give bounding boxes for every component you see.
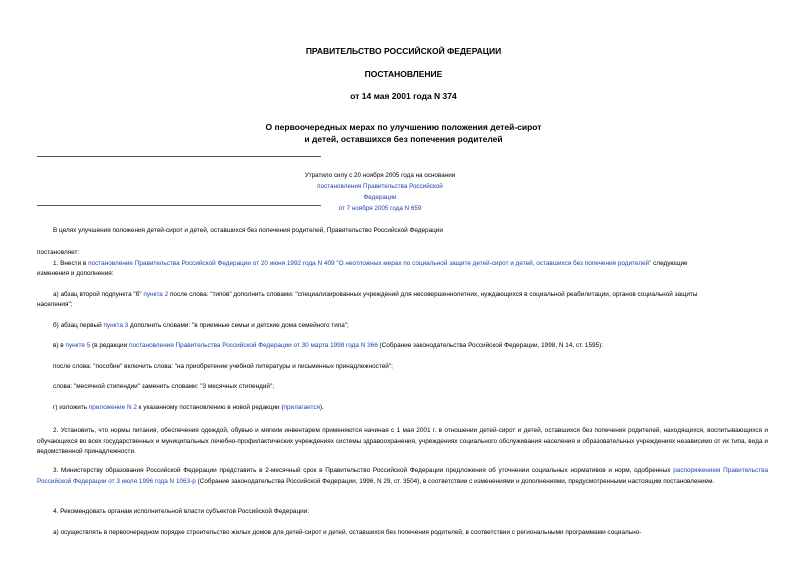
order-1063-link[interactable]: распоряжением Правительства Российской Федерации от 3 июля 1996 года N 1063-р: [37, 467, 768, 485]
document-title-line2: и детей, оставшихся без попечения родителей: [304, 134, 503, 144]
top-rule: [37, 156, 321, 157]
decree-409-link[interactable]: постановление Правительства Российской Федерации от 20 июня 1992 года N 409 "О неотложных мерах по социальной защите детей-сирот и детей, оставшихся без попечения родителей": [88, 260, 652, 267]
paragraph-2: 2. Установить, что нормы питания, обеспечения одеждой, обувью и мягким инвентарем применяются начиная с 1 мая 2001 г. в отношении детей-сирот и детей, оставшихся без попечения родителей, находящихся, воспитывающихся и обучающихся во всех государственных и муниципальных лечебно-профилактических учреждениях системы здравоохранения, учреждениях социального обслуживания населения и образовательных учреждениях независимо от их типа, вида и ведомственной принадлежности.: [37, 427, 768, 456]
revision-line: Утратило силу с 20 ноября 2005 года на основании: [304, 172, 456, 179]
paragraph-4: 4. Рекомендовать органам исполнительной власти субъектов Российской Федерации:: [53, 508, 310, 515]
paragraph-1: 1. Внести в постановление Правительства Российской Федерации от 20 июня 1992 года N 409 "О неотложных мерах по социальной защите детей-сирот и детей, оставшихся без попечения родителей" следующие: [53, 260, 688, 267]
revision-note: [300, 170, 460, 214]
attached-link[interactable]: прилагается: [283, 404, 320, 411]
appendix-2-link[interactable]: приложение N 2: [88, 404, 137, 411]
point-2-link[interactable]: пункта 2: [143, 291, 169, 298]
point-5-link[interactable]: пункте 5: [65, 342, 91, 349]
item-c: в) в пункте 5 (в редакции постановления Правительства Российской Федерации от 30 марта 1998 года N 366 (Собрание законодательства Российской Федерации, 1998, N 14, ст. 1595):: [53, 342, 604, 349]
decree-366-link[interactable]: постановления Правительства Российской Федерации от 30 марта 1998 года N 366: [128, 342, 378, 349]
intro-paragraph: В целях улучшения положения детей-сирот и детей, оставшихся без попечения родителей, Правительство Российской Федерации: [53, 227, 443, 234]
item-b: б) абзац первый пункта 3 дополнить словами: "в приемные семьи и детские дома семейного типа";: [53, 322, 349, 329]
bottom-rule: [37, 205, 321, 206]
revision-link-1[interactable]: постановления Правительства Российской Федерации: [317, 183, 443, 201]
item-a-cont: населения";: [37, 301, 73, 308]
decree-word: постановляет:: [37, 249, 80, 256]
item-c-2: слова: "месячной стипендии" заменить словами: "3 месячных стипендий";: [53, 383, 275, 390]
paragraph-1-cont: изменения и дополнения:: [37, 270, 114, 277]
revision-link-2[interactable]: от 7 ноября 2005 года N 659: [338, 205, 422, 212]
document-title-line1: О первоочередных мерах по улучшению положения детей-сирот: [265, 122, 542, 132]
point-3-link[interactable]: пункта 3: [103, 322, 129, 329]
item-c-1: после слова: "пособие" включить слова: "на приобретение учебной литературы и письменных принадлежностей";: [53, 363, 393, 370]
government-heading: ПРАВИТЕЛЬСТВО РОССИЙСКОЙ ФЕДЕРАЦИИ: [305, 46, 502, 56]
item-a: а) абзац второй подпункта "б" пункта 2 после слова: "типов" дополнить словами: "специализированных учреждений для несовершеннолетних, нуждающихся в социальной реабилитации, органов социальной защиты: [53, 291, 698, 298]
item-g: г) изложить приложение N 2 к указанному постановлению в новой редакции (прилагается).: [53, 404, 324, 411]
document-date-number: от 14 мая 2001 года N 374: [350, 91, 457, 101]
document-type: ПОСТАНОВЛЕНИЕ: [364, 69, 443, 79]
paragraph-4-a: а) осуществлять в первоочередном порядке строительство жилых домов для детей-сирот и детей, оставшихся без попечения родителей, в соответствии с региональными программами социально-: [53, 529, 642, 536]
paragraph-3: 3. Министерству образования Российской Федерации представить в 2-месячный срок в Правительство Российской Федерации предложения об уточнении социальных нормативов и норм, одобренных распоряжением Правительства Российской Федерации от 3 июля 1996 года N 1063-р (Собрание законодательства Российской Федерации, 1996, N 29, ст. 3504), в соответствии с изменениями и дополнениями, предусмотренными настоящим постановлением.: [37, 467, 768, 485]
